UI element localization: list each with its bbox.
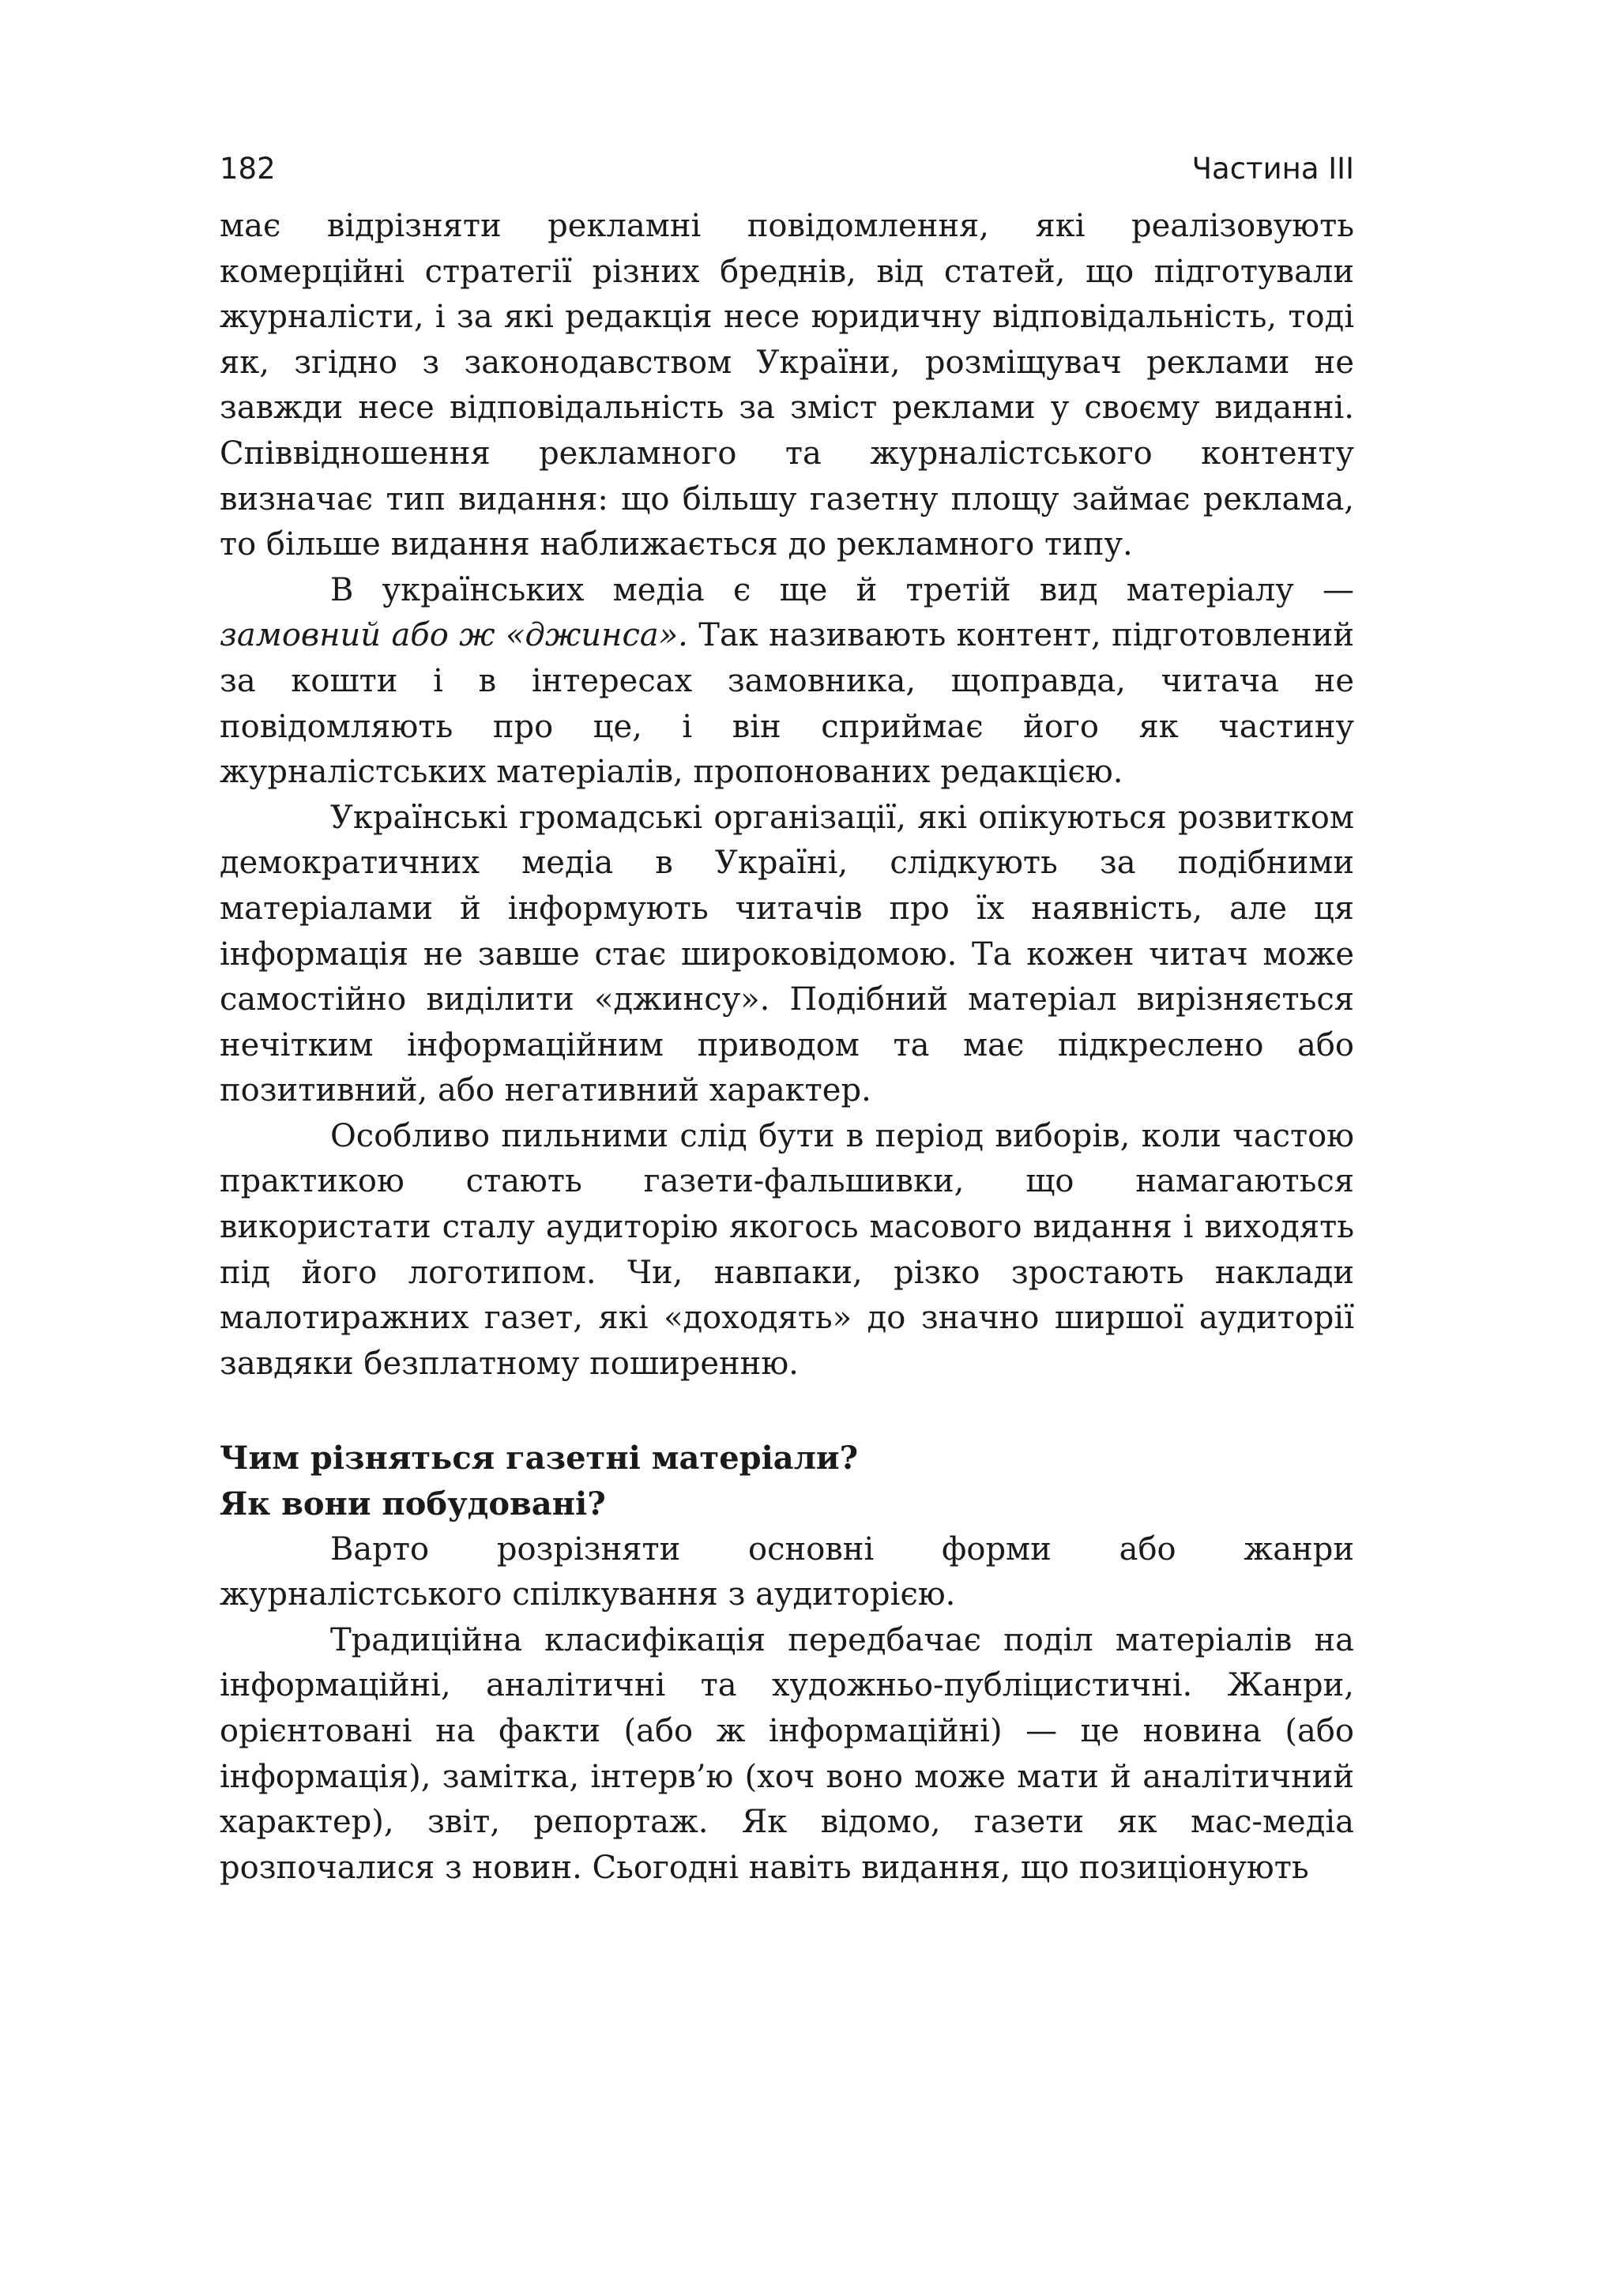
section-name: Частина III — [1191, 152, 1354, 186]
paragraph-elections: Особливо пильними слід бути в період виборів, коли частою практикою стають газети-фальшивки, що намагаються використати сталу аудиторію якогось масового видання і виходять під його логотипом. Чи, навпаки, різко зростають наклади малотиражних газет, які «доходять» до значно ширшої аудиторії завдяки безплатному поширенню. — [220, 1117, 1354, 1382]
paragraph-genres: Варто розрізняти основні форми або жанри журналістського спілкування з аудиторією. — [220, 1530, 1354, 1613]
body-text-section — [220, 1527, 1354, 1891]
paragraph-classification: Традиційна класифікація передбачає поділ матеріалів на інформаційні, аналітичні та художньо-публіцистичні. Жанри, орієнтовані на факти (або ж інформаційні) — це новина (або інформація), замітка, інтерв’ю (хоч воно може мати й аналітичний характер), звіт, репортаж. Як відомо, газети як мас-медіа розпочалися з новин. Сьогодні навіть видання, що позиціонують — [220, 1621, 1354, 1886]
italic-term: замовний або ж «джинса». — [220, 617, 688, 654]
section-heading-line: Чим різняться газетні матеріали? — [220, 1440, 859, 1477]
paragraph-text: Так називають контент, підготовлений за кошти і в інтересах замовника, щоправда, читача не повідомляють про це, і він сприймає його як частину журналістських матеріалів, пропонованих редакцією. — [220, 617, 1354, 791]
running-head — [220, 150, 1354, 188]
book-page — [220, 150, 1354, 1891]
section-heading-line: Як вони побудовані? — [220, 1485, 606, 1523]
paragraph-ngo: Українські громадські організації, які опікуються розвитком демократичних медіа в Україні, слідкують за подібними матеріалами й інформують читачів про їх наявність, але ця інформація не завше стає широковідомою. Та кожен читач може самостійно виділити «джинсу». Подібний матеріал вирізняється нечітким інформаційним приводом та має підкреслено або позитивний, або негативний характер. — [220, 799, 1354, 1109]
paragraph-continuation: має відрізняти рекламні повідомлення, які реалізовують комерційні стратегії різних бреднів, від статей, що підготували журналісти, і за які редакція несе юридичну відповідальність, тоді як, згідно з законодавством України, розміщувач реклами не завжди несе відповідальність за зміст реклами у своєму виданні. Співвідношення рекламного та журналістського контенту визначає тип видання: що більшу газетну площу займає реклама, то більше видання наближається до рекламного типу. — [220, 208, 1354, 563]
section-heading — [220, 1436, 1354, 1526]
body-text — [220, 204, 1354, 1387]
paragraph-text: В українських медіа є ще й третій вид матеріалу — — [330, 571, 1354, 608]
page-number: 182 — [220, 152, 276, 186]
paragraph-jeansa — [220, 568, 1354, 796]
